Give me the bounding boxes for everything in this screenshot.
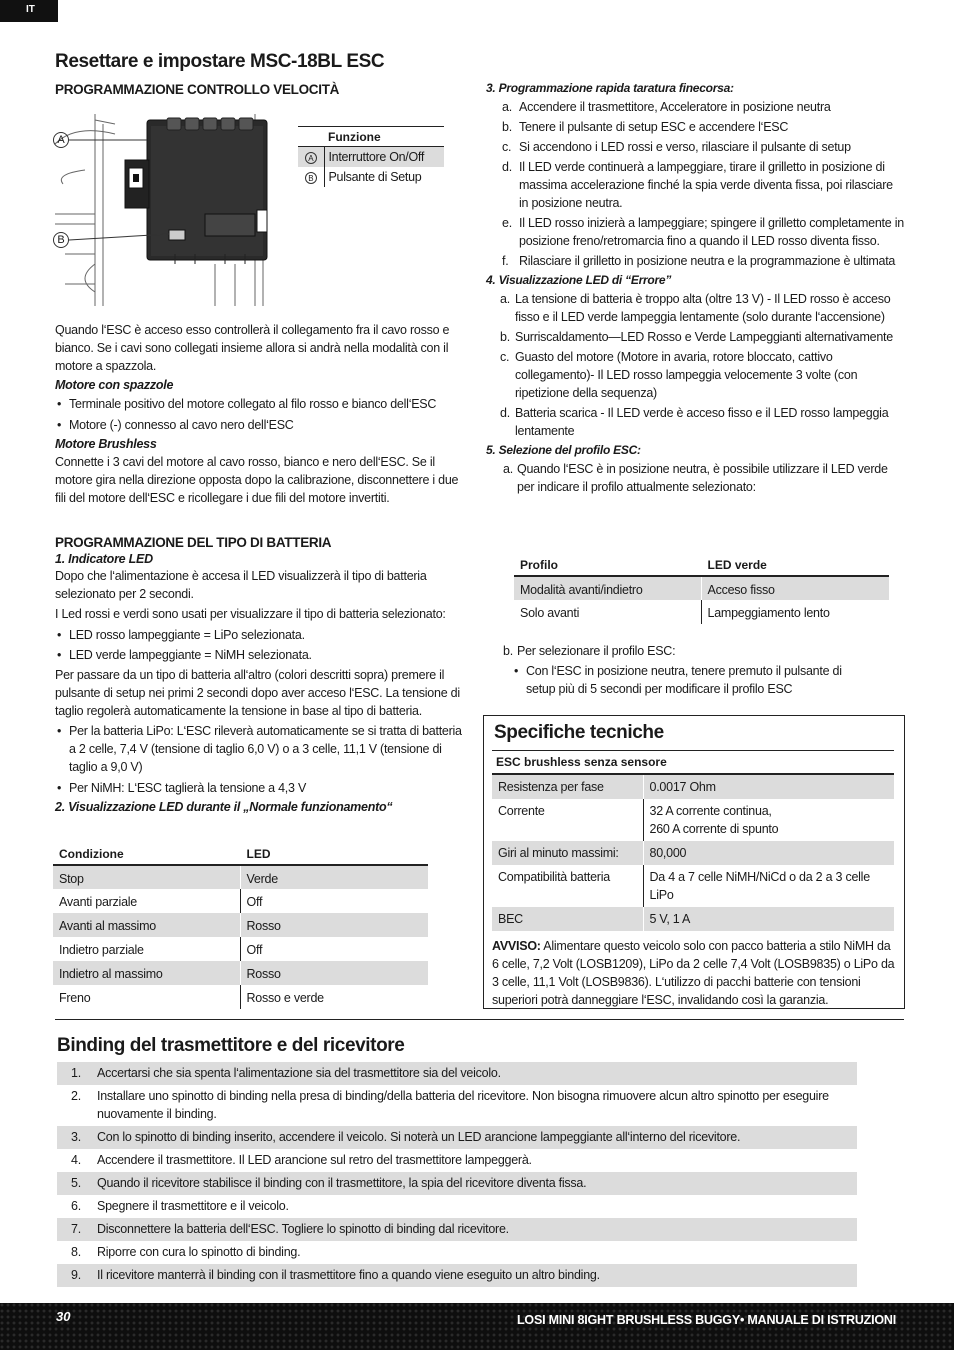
list-item: c. Guasto del motore (Motore in avaria, rotore bloccato, cattivo collegamento)- Il LED rosso lampeggia velocemente 3 volte (con ripetizione della sequenza) [500, 350, 858, 400]
list-item: • LED verde lampeggiante = NiMH selezionata. [55, 646, 465, 664]
normal-operation-table [53, 843, 428, 1009]
list-item: 4. Accendere il trasmettitore. Il LED arancione sul retro del trasmettitore lampeggerà. [71, 1153, 532, 1167]
function-table-header: Funzione [298, 127, 444, 147]
page-footer [0, 1303, 954, 1350]
normal-operation-title: 2. Visualizzazione LED durante il „Normale funzionamento“ [55, 800, 393, 814]
profile-table [514, 554, 889, 624]
table-cell: Avanti parziale [59, 895, 138, 909]
table-row [492, 865, 894, 907]
callout-a: A [53, 132, 69, 148]
specifications-title: Specifiche tecniche [494, 722, 664, 743]
callout-b: B [53, 232, 69, 248]
table-cell: Solo avanti [520, 606, 580, 620]
binding-title: Binding del trasmettitore e del ricevitore [57, 1035, 405, 1056]
list-item: 7. Disconnettere la batteria dell‘ESC. Togliere lo spinotto di binding dal ricevitore. [57, 1218, 857, 1241]
led-list [55, 626, 465, 664]
profile-a [486, 460, 904, 496]
footer-title: LOSI MINI 8IGHT BRUSHLESS BUGGY• MANUALE DI ISTRUZIONI [516, 1313, 896, 1327]
table-row [298, 147, 444, 168]
speed-text-block [55, 321, 465, 507]
error-led-title: 4. Visualizzazione LED di “Errore” [486, 273, 672, 287]
specifications-box [483, 715, 905, 1009]
language-tab [0, 0, 58, 22]
language-label: IT [26, 4, 35, 15]
list-item: • Terminale positivo del motore collegato al filo rosso e bianco dell‘ESC [55, 395, 465, 413]
profile-b-block [486, 642, 904, 698]
right-column [486, 81, 904, 496]
quick-programming-title: 3. Programmazione rapida taratura finecorsa: [486, 81, 734, 95]
list-item: • LED rosso lampeggiante = LiPo selezionata. [55, 626, 465, 644]
list-item: • Motore (-) connesso al cavo nero dell‘ESC [55, 416, 465, 434]
list-item: b. Surriscaldamento—LED Rosso e Verde Lampeggianti alternativamente [500, 330, 893, 344]
battery-p2: I Led rossi e verdi sono usati per visualizzare il tipo di batteria selezionato: [55, 607, 446, 621]
brushed-list [55, 395, 465, 434]
table-cell: Off [240, 937, 428, 961]
table-cell: Modalità avanti/indietro [514, 576, 701, 600]
table-row [53, 913, 428, 937]
table-cell: Rosso e verde [240, 985, 428, 1009]
spec-label: Compatibilità batteria [492, 865, 643, 907]
spec-label: BEC [492, 907, 643, 931]
brushless-text: Connette i 3 cavi del motore al cavo rosso, bianco e nero dell‘ESC. Se il motore gira nella direzione opposta dopo la calibrazione, disconnettere i due fili del motore dell‘ESC e ricollegare i due fili del motore invertiti. [55, 455, 459, 505]
spec-value: 32 A corrente continua, 260 A corrente di spunto [649, 804, 779, 836]
led-indicator-title: 1. Indicatore LED [55, 552, 153, 566]
list-item: 2. Installare uno spinotto di binding nella presa di binding/della batteria del ricevitore. Non bisogna rimuovere alcun altro spinotto per eseguire nuovamente il binding. [71, 1089, 829, 1121]
list-item: 1. Accertarsi che sia spenta l‘alimentazione sia del trasmettitore sia del veicolo. [57, 1062, 857, 1085]
table-row [492, 907, 894, 931]
table-cell: Rosso [240, 913, 428, 937]
esc-diagram [55, 114, 305, 306]
table-cell: Off [240, 889, 428, 913]
table-cell: Indietro al massimo [53, 961, 240, 985]
list-item: • Per la batteria LiPo: L‘ESC rileverà automaticamente se si tratta di batteria a 2 celle, 7,4 V (tensione di taglio 6,0 V) o a 3 celle, 11,1 V (tensione di taglio a 9,0 V) [55, 722, 465, 776]
spec-label: Giri al minuto massimi: [492, 841, 643, 865]
col-header: Profilo [514, 554, 701, 576]
page-number: 30 [56, 1309, 71, 1324]
table-row [514, 576, 889, 600]
table-row [492, 799, 894, 841]
table-row [298, 167, 444, 187]
table-row [53, 889, 428, 913]
spec-value: 80,000 [643, 841, 894, 865]
spec-label: Corrente [492, 799, 643, 841]
table-cell: Verde [240, 865, 428, 889]
battery-programming-heading: PROGRAMMAZIONE DEL TIPO DI BATTERIA [55, 535, 332, 550]
col-header: LED [240, 843, 428, 865]
list-item: 8. Riporre con cura lo spinotto di binding. [71, 1245, 301, 1259]
list-item: f. Rilasciare il grilletto in posizione neutra e la programmazione è ultimata [502, 254, 896, 268]
profile-b-list [512, 662, 842, 698]
warning-text [492, 937, 896, 1009]
table-row [492, 774, 894, 799]
warning-label: AVVISO: [492, 939, 541, 953]
list-item: d. Il LED verde continuerà a lampeggiare, tirare il grilletto in posizione di massima accelerazione finché la spia verde diventa fissa, poi rilasciare in posizione neutra. [502, 160, 893, 210]
table-row [492, 841, 894, 865]
speed-intro: Quando l‘ESC è acceso esso controllerà il collegamento fra il cavo rosso e bianco. Se i cavi sono collegati insieme allora si andrà nella modalità con il motore a spazzola. [55, 323, 450, 373]
quick-list [486, 98, 904, 270]
list-item: b. Tenere il pulsante di setup ESC e accendere l‘ESC [502, 120, 789, 134]
battery-block [55, 535, 465, 814]
list-item: d. Batteria scarica - Il LED verde è acceso fisso e il LED rosso lampeggia lentamente [500, 406, 889, 438]
function-label: Interruttore On/Off [328, 150, 425, 164]
spec-value: Da 4 a 7 celle NiMH/NiCd o da 2 a 3 celle LiPo [649, 870, 870, 902]
spec-value: 0.0017 Ohm [643, 774, 894, 799]
spec-value: 5 V, 1 A [643, 907, 894, 931]
list-item: 3. Con lo spinotto di binding inserito, accendere il veicolo. Si noterà un LED arancione lampeggiante all‘interno del ricevitore. [57, 1126, 857, 1149]
error-list [486, 290, 904, 440]
battery-p1: Dopo che l‘alimentazione è accesa il LED visualizzerà il tipo di batteria selezionato per 2 secondi. [55, 569, 427, 601]
warning-body: Alimentare questo veicolo solo con pacco batteria a stilo NiMH da 6 celle, 7,2 Volt (LOSB1209), LiPo da 2 celle 7,4 Volt (LOSB9835) o LiPo da 3 celle, 11,1 Volt (LOSB9836). L‘utilizzo di pacchi batterie con tensioni superiori potrà danneggiare l‘ESC, invalidando così la garanzia. [492, 939, 895, 1007]
section-divider [55, 1019, 904, 1020]
list-item: a. Quando l‘ESC è in posizione neutra, è possibile utilizzare il LED verde per indicare il profilo attualmente selezionato: [503, 462, 888, 494]
table-cell: Stop [53, 865, 240, 889]
function-label: Pulsante di Setup [328, 170, 422, 184]
list-item: a. Accendere il trasmettitore, Acceleratore in posizione neutra [502, 100, 831, 114]
binding-steps [57, 1062, 857, 1287]
list-item: 9. Il ricevitore manterrà il binding con il trasmettitore fino a quando viene eseguito un altro binding. [57, 1264, 857, 1287]
col-header: Condizione [53, 843, 240, 865]
table-row [53, 985, 428, 1009]
list-item: c. Si accendono i LED rossi e verso, rilasciare il pulsante di setup [502, 140, 851, 154]
list-item: e. Il LED rosso inizierà a lampeggiare; spingere il grilletto completamente in posizione freno/retromarcia fino a quando il LED rosso diventa fisso. [502, 216, 904, 248]
table-row [53, 865, 428, 889]
table-cell: Acceso fisso [701, 576, 889, 600]
function-table [298, 126, 444, 187]
brushed-title: Motore con spazzole [55, 378, 174, 392]
speed-programming-heading: PROGRAMMAZIONE CONTROLLO VELOCITÀ [55, 82, 340, 97]
key-b: B [305, 172, 317, 184]
esc-illustration [55, 114, 305, 306]
list-item: • Con l‘ESC in posizione neutra, tenere premuto il pulsante di setup più di 5 secondi per modificare il profilo ESC [512, 662, 842, 698]
profile-title: 5. Selezione del profilo ESC: [486, 443, 641, 457]
table-cell: Rosso [240, 961, 428, 985]
profile-b [486, 642, 904, 660]
table-cell: Freno [59, 991, 91, 1005]
spec-table-header: ESC brushless senza sensore [492, 751, 894, 775]
list-item: 6. Spegnere il trasmettitore e il veicolo. [71, 1199, 289, 1213]
list-item: 5. Quando il ricevitore stabilisce il binding con il trasmettitore, la spia del ricevitore diventa fissa. [57, 1172, 857, 1195]
table-row [53, 937, 428, 961]
table-row [514, 600, 889, 624]
cutoff-list [55, 722, 465, 797]
brushless-title: Motore Brushless [55, 437, 157, 451]
list-item: b. Per selezionare il profilo ESC: [503, 644, 676, 658]
key-a: A [305, 152, 317, 164]
specifications-table [492, 750, 894, 931]
list-item: • Per NiMH: L‘ESC taglierà la tensione a 4,3 V [55, 779, 465, 797]
col-header: LED verde [701, 554, 889, 576]
table-cell: Indietro parziale [59, 943, 144, 957]
table-row [53, 961, 428, 985]
table-cell: Lampeggiamento lento [701, 600, 889, 624]
spec-label: Resistenza per fase [492, 774, 643, 799]
battery-p3: Per passare da un tipo di batteria all‘altro (colori descritti sopra) premere il pulsante di setup nei primi 2 secondi dopo aver acceso l‘ESC. La tensione di taglio regolerà automaticamente la tensione in base al tipo di batteria. [55, 668, 460, 718]
list-item: a. La tensione di batteria è troppo alta (oltre 13 V) - Il LED rosso è acceso fisso e il LED verde lampeggia lentamente (solo durante l‘accensione) [500, 292, 891, 324]
page-title: Resettare e impostare MSC-18BL ESC [55, 51, 385, 72]
table-cell: Avanti al massimo [53, 913, 240, 937]
